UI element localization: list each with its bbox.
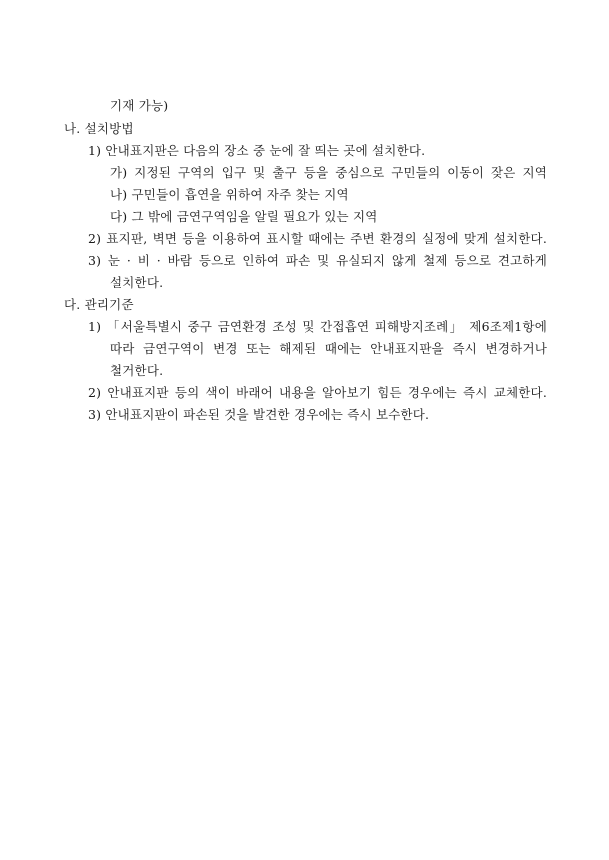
item-management-1-cont: 따라 금연구역이 변경 또는 해제된 때에는 안내표지판을 즉시 변경하거나 [110, 341, 547, 356]
item-management-1: 1) 「서울특별시 중구 금연환경 조성 및 간접흡연 피해방지조례」 제6조제1항에 [88, 319, 547, 334]
item-management-2: 2) 안내표지판 등의 색이 바래어 내용을 알아보기 힘든 경우에는 즉시 교체한다. [88, 385, 547, 400]
item-installation-3: 3) 눈 · 비 · 바람 등으로 인하여 파손 및 유실되지 않게 철제 등으로 견고하게 [88, 253, 547, 268]
subitem-ga: 가) 지정된 구역의 입구 및 출구 등을 중심으로 구민들의 이동이 잦은 지역 [110, 165, 547, 180]
subitem-na: 나) 구민들이 흡연을 위하여 자주 찾는 지역 [110, 187, 349, 202]
item-installation-1: 1) 안내표지판은 다음의 장소 중 눈에 잘 띄는 곳에 설치한다. [88, 143, 426, 158]
section-heading-management: 다. 관리기준 [64, 297, 134, 312]
subitem-da: 다) 그 밖에 금연구역임을 알릴 필요가 있는 지역 [110, 209, 378, 224]
item-installation-2: 2) 표지판, 벽면 등을 이용하여 표시할 때에는 주변 환경의 실정에 맞게 설치한다. [88, 231, 547, 246]
item-management-3: 3) 안내표지판이 파손된 것을 발견한 경우에는 즉시 보수한다. [88, 407, 430, 422]
item-management-1-cont2: 철거한다. [110, 363, 164, 378]
text-line-continuation: 기재 가능) [110, 98, 169, 113]
section-heading-installation: 나. 설치방법 [64, 121, 134, 136]
item-installation-3-cont: 설치한다. [110, 275, 164, 290]
